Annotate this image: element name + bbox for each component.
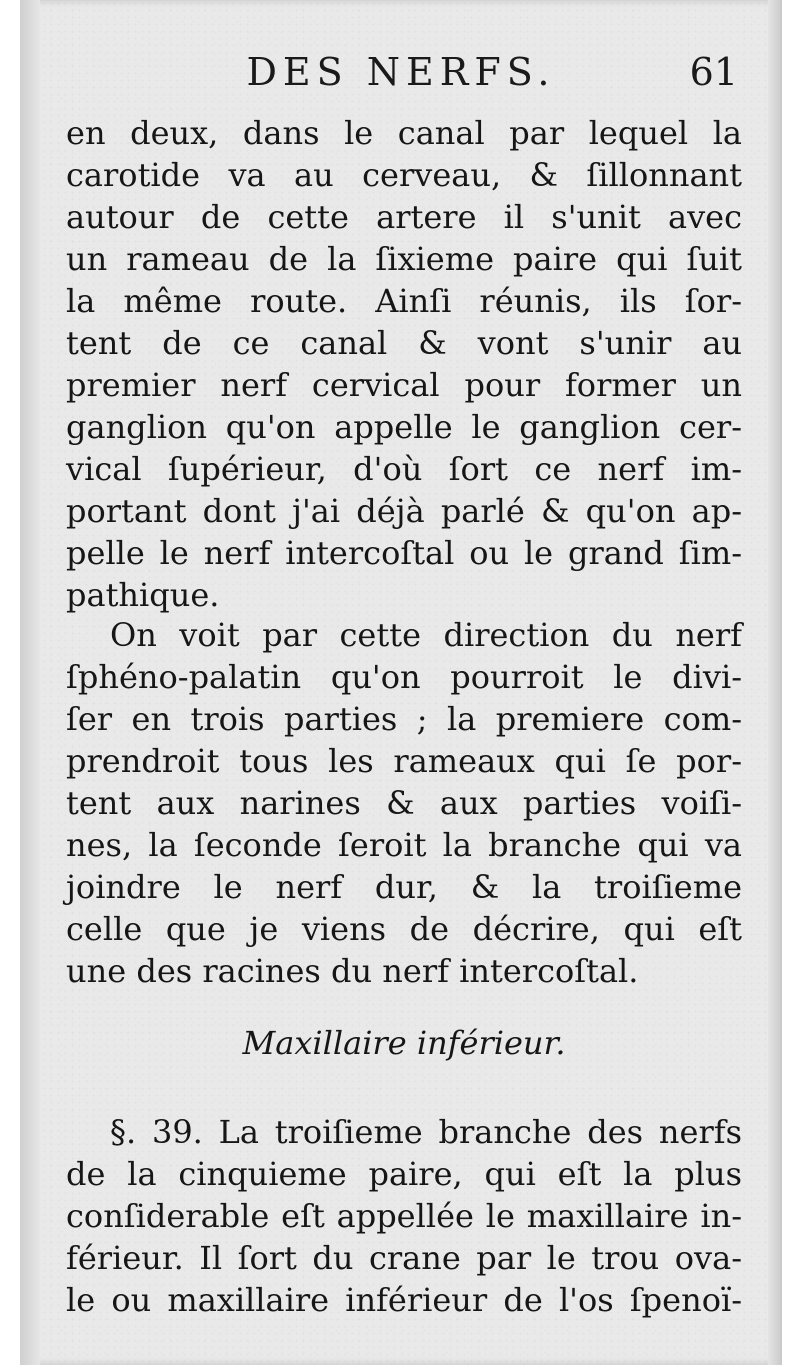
text-line: joindre le nerf dur, & la troiſieme — [66, 868, 742, 906]
text-line: ſphéno-palatin qu'on pourroit le divi- — [66, 658, 742, 696]
text-line: nes, la ſeconde ſeroit la branche qui va — [66, 826, 742, 864]
text-line: On voit par cette direction du nerf — [110, 616, 742, 654]
text-line: vical ſupérieur, d'où ſort ce nerf im- — [66, 450, 742, 488]
text-line: la même route. Ainſi réunis, ils ſor- — [66, 282, 742, 320]
text-line: de la cinquieme paire, qui eſt la plus — [66, 1155, 742, 1193]
text-line: en deux, dans le canal par lequel la — [66, 114, 742, 152]
text-line: tent de ce canal & vont s'unir au — [66, 324, 742, 362]
section-subheading: Maxillaire inférieur. — [242, 1024, 566, 1062]
text-line: carotide va au cerveau, & ſillonnant — [66, 156, 742, 194]
text-line: §. 39. La troiſieme branche des nerfs — [110, 1113, 742, 1151]
text-line: autour de cette artere il s'unit avec — [66, 198, 742, 236]
text-line: celle que je viens de décrire, qui eſt — [66, 910, 742, 948]
paragraph-1 — [66, 112, 742, 616]
page-header — [64, 46, 738, 98]
text-line: ſer en trois parties ; la premiere com- — [66, 700, 742, 738]
text-line: pathique. — [66, 576, 220, 614]
text-line: férieur. Il ſort du crane par le trou ova- — [66, 1239, 742, 1277]
page-edge-shadow — [768, 0, 782, 1365]
paragraph-3 — [66, 1111, 742, 1321]
text-line: ganglion qu'on appelle le ganglion cer- — [66, 408, 742, 446]
page-number: 61 — [689, 50, 738, 94]
text-line: premier nerf cervical pour former un — [66, 366, 742, 404]
text-line: portant dont j'ai déjà parlé & qu'on ap- — [66, 492, 742, 530]
paragraph-2 — [66, 614, 742, 992]
text-line: une des racines du nerf intercoſtal. — [66, 952, 639, 990]
page-gutter-shadow — [20, 0, 40, 1365]
text-line: pelle le nerf intercoſtal ou le grand ſim- — [66, 534, 742, 572]
text-line: un rameau de la ſixieme paire qui ſuit — [66, 240, 742, 278]
running-head: DES NERFS. — [246, 50, 556, 94]
text-line: tent aux narines & aux parties voiſi- — [66, 784, 742, 822]
text-line: le ou maxillaire inférieur de l'os ſpenoï- — [66, 1281, 742, 1319]
book-page — [20, 0, 782, 1365]
text-line: conſiderable eſt appellée le maxillaire in- — [66, 1197, 742, 1235]
text-line: prendroit tous les rameaux qui ſe por- — [66, 742, 742, 780]
